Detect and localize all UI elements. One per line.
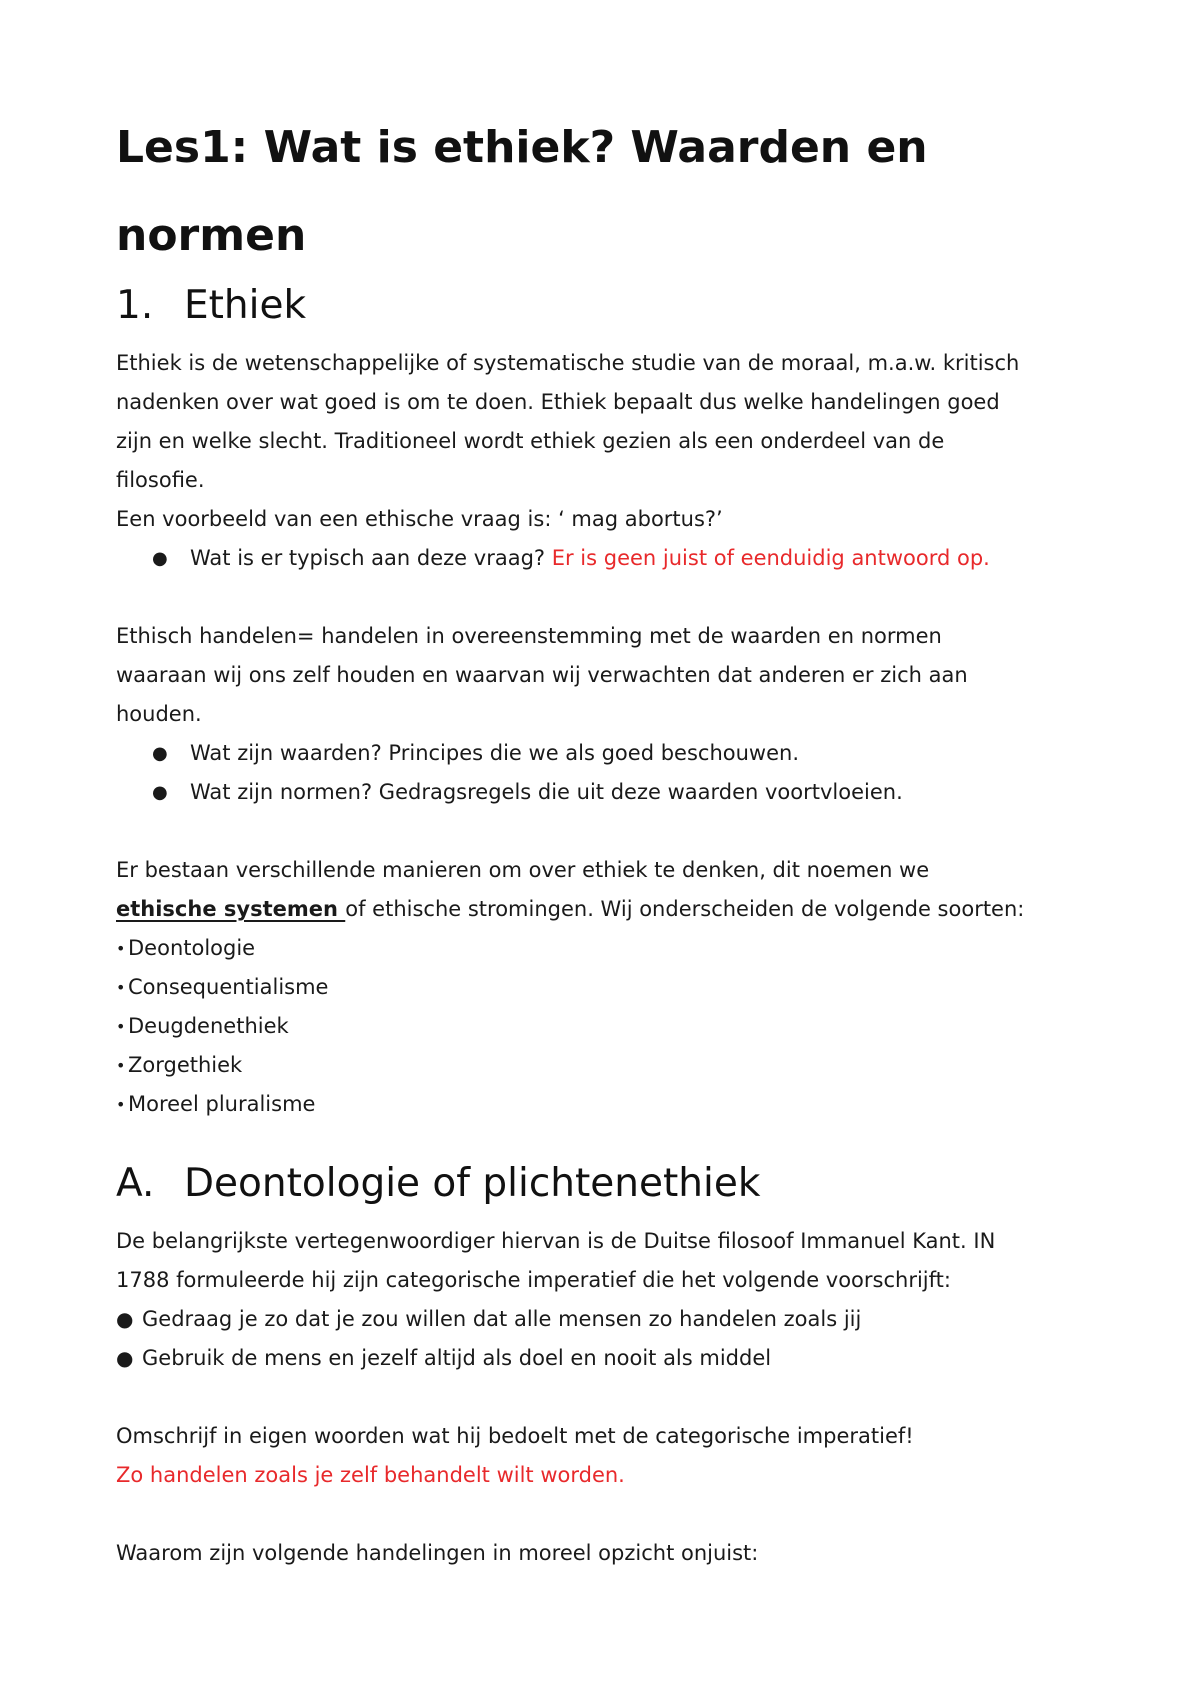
section-title: Deontologie of plichtenethiek bbox=[184, 1161, 761, 1206]
list-item bbox=[116, 1007, 1106, 1046]
list-item-text: Wat zijn waarden? Principes die we als goed beschouwen. bbox=[190, 741, 799, 765]
section-title: Ethiek bbox=[184, 283, 307, 328]
list-item-text: Consequentialisme bbox=[128, 975, 329, 999]
text-line: zijn en welke slecht. Traditioneel wordt ethiek gezien als een onderdeel van de bbox=[116, 429, 945, 453]
question-line: Omschrijf in eigen woorden wat hij bedoelt met de categorische imperatief! bbox=[116, 1424, 914, 1448]
systems-list bbox=[116, 929, 1106, 1124]
bullet-icon: • bbox=[116, 978, 126, 997]
text-span: of ethische stromingen. Wij onderscheiden de volgende soorten: bbox=[345, 897, 1025, 921]
list-item-text: Moreel pluralisme bbox=[128, 1092, 316, 1116]
text-line: Ethiek is de wetenschappelijke of systematische studie van de moraal, m.a.w. kritisch bbox=[116, 351, 1020, 375]
list-item-text: Deontologie bbox=[128, 936, 256, 960]
list-item bbox=[116, 773, 1106, 812]
text-line: De belangrijkste vertegenwoordiger hiervan is de Duitse filosoof Immanuel Kant. IN bbox=[116, 1229, 996, 1253]
text-line: Een voorbeeld van een ethische vraag is: ‘ mag abortus?’ bbox=[116, 507, 723, 531]
underlined-term: ethische systemen bbox=[116, 897, 346, 921]
list-item bbox=[116, 968, 1106, 1007]
section-number: 1. bbox=[116, 283, 154, 328]
list-item bbox=[116, 1046, 1106, 1085]
page-title: Les1: Wat is ethiek? Waarden en normen bbox=[116, 122, 928, 261]
paragraph-ethisch-handelen bbox=[116, 617, 1106, 734]
text-line bbox=[116, 890, 1106, 929]
list-item-text: Zorgethiek bbox=[128, 1053, 243, 1077]
bullet-icon: • bbox=[116, 1095, 126, 1114]
answer-line: Zo handelen zoals je zelf behandelt wilt worden. bbox=[116, 1463, 625, 1487]
list-item bbox=[116, 734, 1106, 773]
document-content bbox=[116, 104, 1106, 1573]
list-item-text: Gebruik de mens en jezelf altijd als doel en nooit als middel bbox=[142, 1346, 772, 1370]
section-heading-deontologie bbox=[116, 1154, 1106, 1214]
section-number: A. bbox=[116, 1161, 155, 1206]
answer-text: Er is geen juist of eenduidig antwoord op. bbox=[551, 546, 990, 570]
text-line: Er bestaan verschillende manieren om over ethiek te denken, dit noemen we bbox=[116, 858, 930, 882]
question-line: Waarom zijn volgende handelingen in moreel opzicht onjuist: bbox=[116, 1541, 759, 1565]
section-heading-ethiek bbox=[116, 276, 1106, 336]
bullet-icon: ● bbox=[152, 743, 168, 764]
text-line: filosofie. bbox=[116, 468, 205, 492]
bullet-icon: ● bbox=[116, 1307, 134, 1331]
list-item-text: Wat zijn normen? Gedragsregels die uit deze waarden voortvloeien. bbox=[190, 780, 903, 804]
text-line: waaraan wij ons zelf houden en waarvan wij verwachten dat anderen er zich aan bbox=[116, 663, 968, 687]
list-item-text: Deugdenethiek bbox=[128, 1014, 289, 1038]
text-line: houden. bbox=[116, 702, 202, 726]
bullet-icon: ● bbox=[152, 548, 168, 569]
list-item-text: Gedraag je zo dat je zou willen dat alle mensen zo handelen zoals jij bbox=[142, 1307, 862, 1331]
list-item bbox=[116, 1339, 1106, 1378]
paragraph-definition bbox=[116, 344, 1106, 539]
bullet-icon: • bbox=[116, 939, 126, 958]
list-item bbox=[116, 539, 1106, 578]
list-item bbox=[116, 1085, 1106, 1124]
text-line: Ethisch handelen= handelen in overeenstemming met de waarden en normen bbox=[116, 624, 942, 648]
list-item bbox=[116, 1300, 1106, 1339]
bullet-icon: ● bbox=[116, 1346, 134, 1370]
paragraph-kant bbox=[116, 1222, 1106, 1300]
list-item bbox=[116, 929, 1106, 968]
question-text: Wat is er typisch aan deze vraag? bbox=[190, 546, 552, 570]
text-line: 1788 formuleerde hij zijn categorische imperatief die het volgende voorschrijft: bbox=[116, 1268, 951, 1292]
text-line: nadenken over wat goed is om te doen. Ethiek bepaalt dus welke handelingen goed bbox=[116, 390, 1000, 414]
bullet-icon: ● bbox=[152, 782, 168, 803]
bullet-icon: • bbox=[116, 1056, 126, 1075]
bullet-icon: • bbox=[116, 1017, 126, 1036]
